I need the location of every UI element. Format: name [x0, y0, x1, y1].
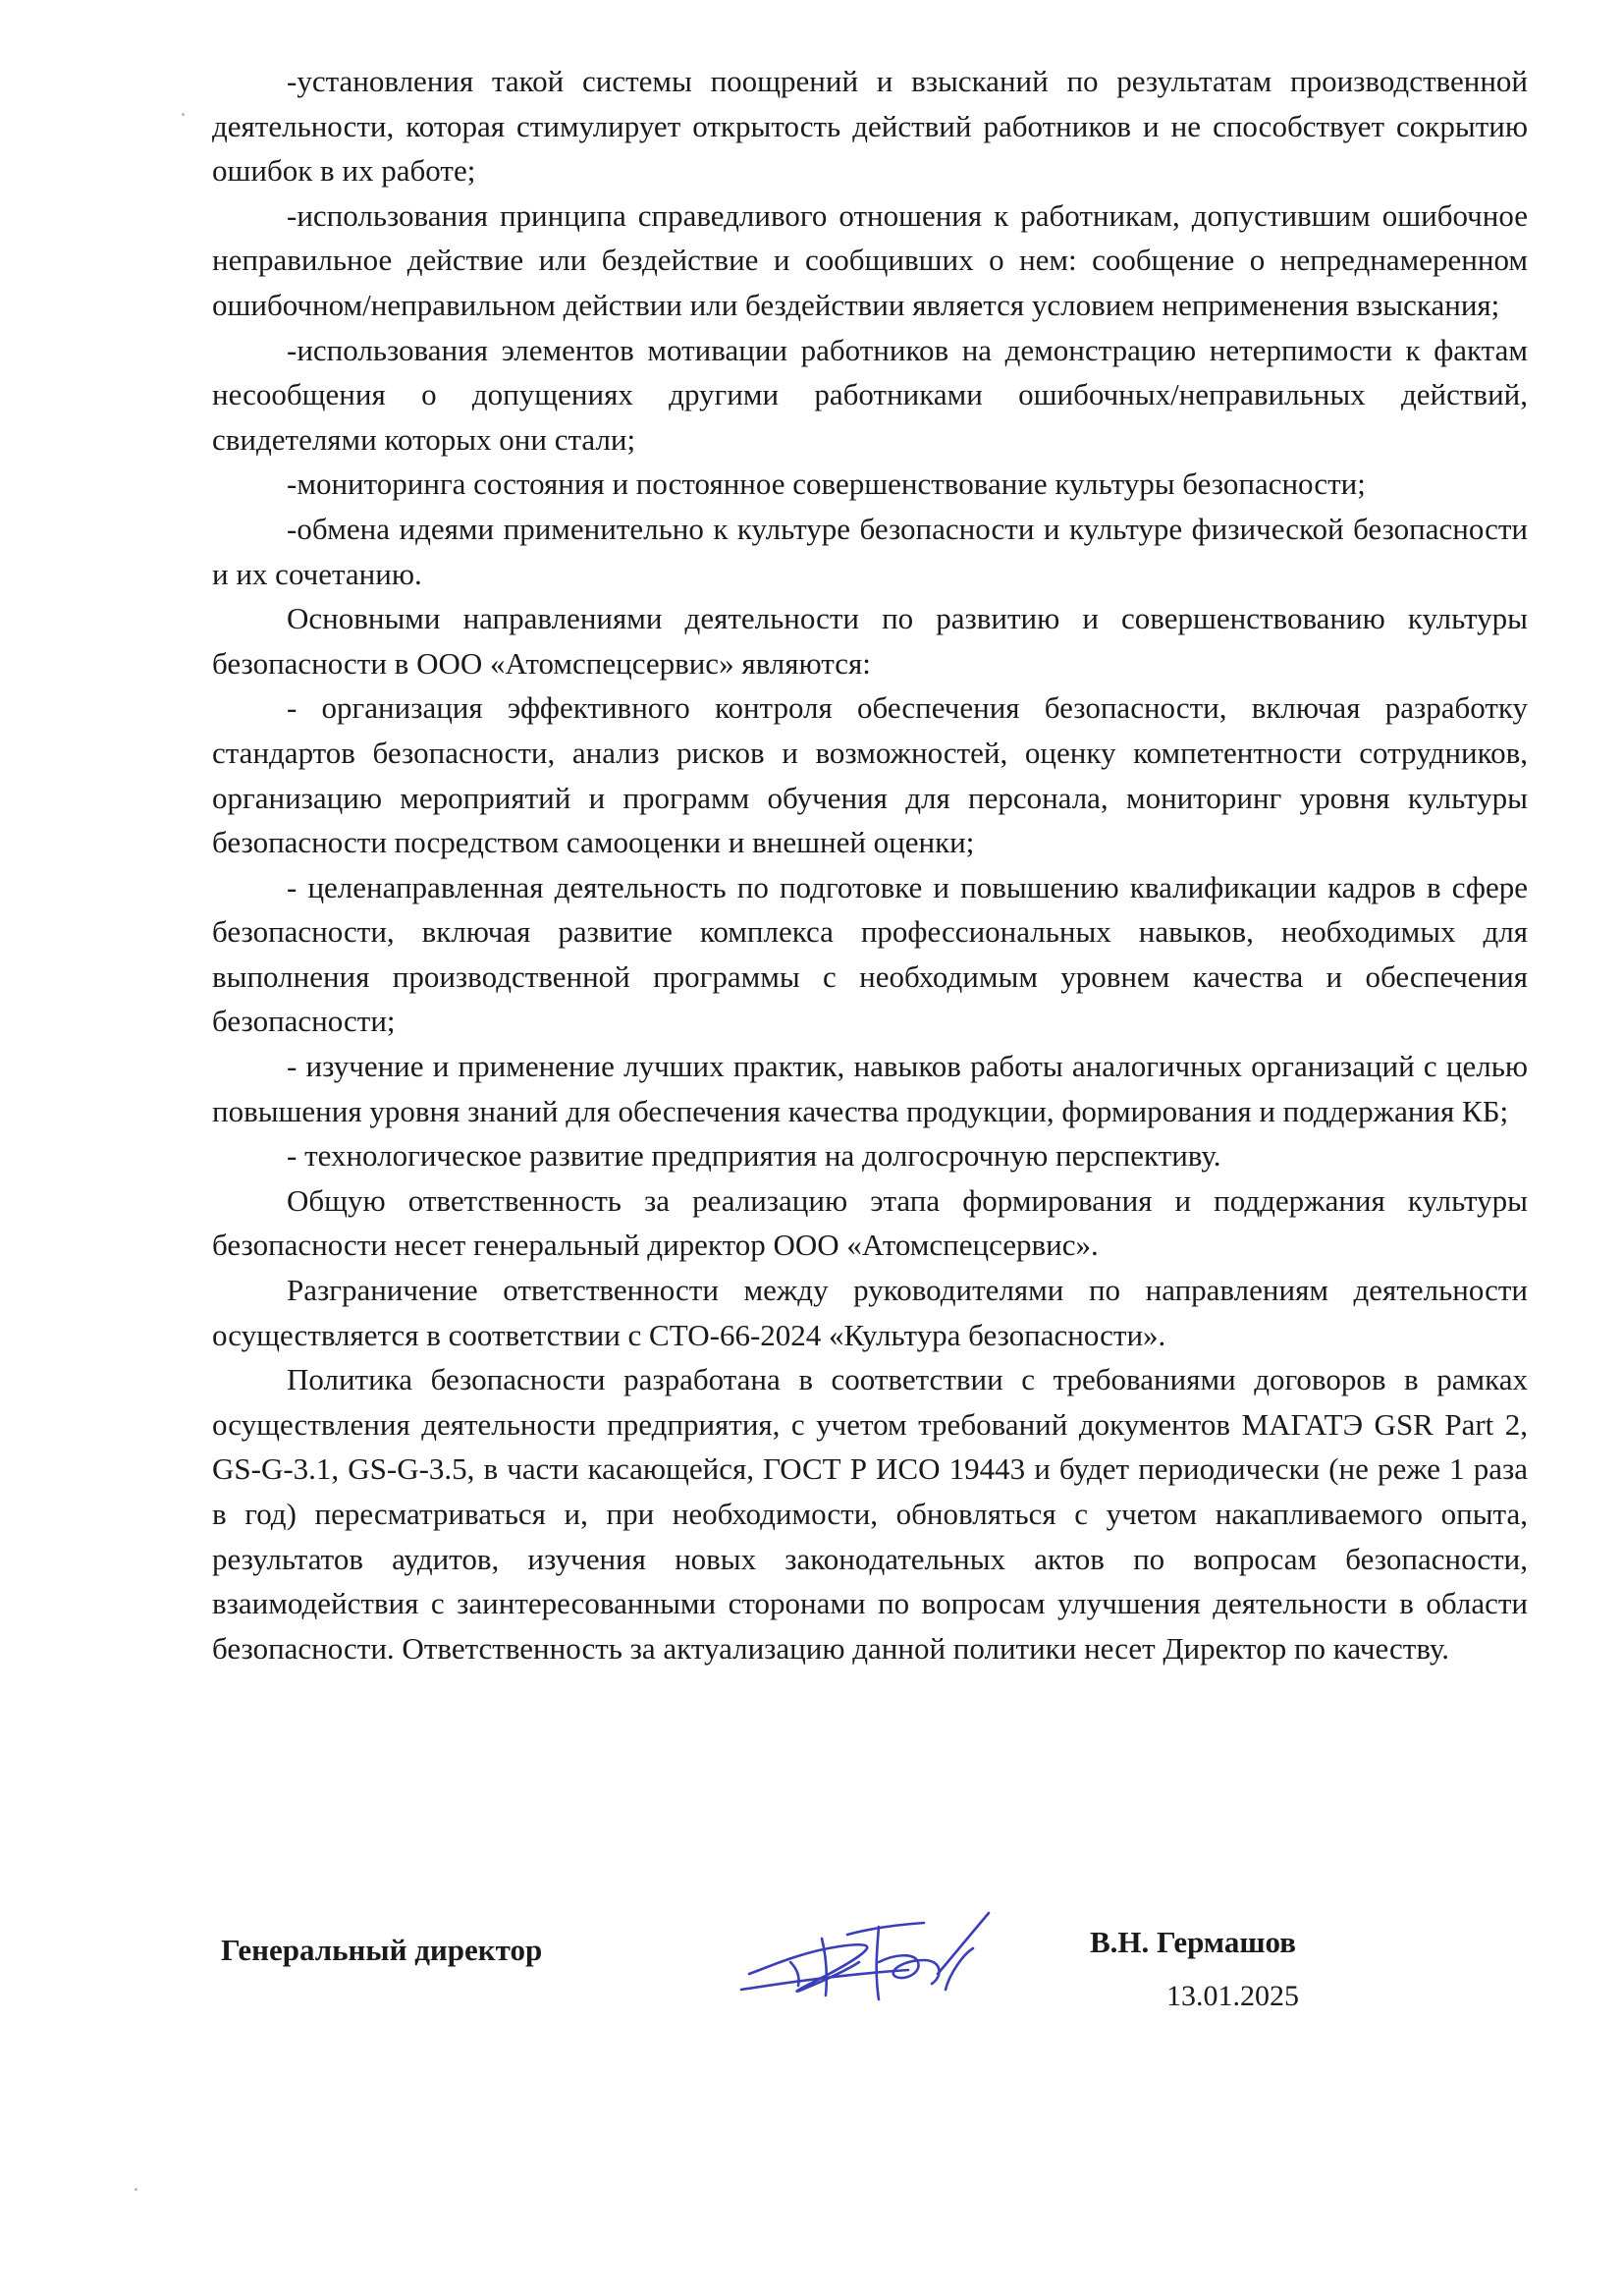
scan-speck: [182, 113, 185, 116]
signatory-position: Генеральный директор: [221, 1933, 543, 1967]
paragraph-1: -установления такой системы поощрений и взысканий по результатам производственной деятельности, которая стимулирует открытость действий работников и не способствует сокрытию ошибок в их работе;: [212, 64, 1528, 189]
paragraph-9: - изучение и применение лучших практик, навыков работы аналогичных организаций с целью повышения уровня знаний для обеспечения качества продукции, формирования и поддержания КБ;: [212, 1049, 1528, 1128]
paragraph-2: -использования принципа справедливого отношения к работникам, допустившим ошибочное неправильное действие или бездействие и сообщивших о нем: сообщение о непреднамеренном ошибочном/неправильном действии или бездействии является условием неприменения взыскания;: [212, 197, 1528, 322]
paragraph-8: - целенаправленная деятельность по подготовке и повышению квалификации кадров в сфере безопасности, включая развитие комплекса профессиональных навыков, необходимых для выполнения производственной программы с необходимым уровнем качества и обеспечения безопасности;: [212, 869, 1528, 1039]
paragraph-7: - организация эффективного контроля обеспечения безопасности, включая разработку стандартов безопасности, анализ рисков и возможностей, оценку компетентности сотрудников, организацию мероприятий и программ обучения для персонала, мониторинг уровня культуры безопасности посредством самооценки и внешней оценки;: [212, 690, 1528, 860]
paragraph-10: - технологическое развитие предприятия на долгосрочную перспективу.: [287, 1138, 1221, 1174]
paragraph-5: -обмена идеями применительно к культуре безопасности и культуре физической безопасности и их сочетанию.: [212, 511, 1528, 591]
paragraph-13: Политика безопасности разработана в соответствии с требованиями договоров в рамках осуществления деятельности предприятия, с учетом требований документов МАГАТЭ GSR Part 2, GS-G-3.1, GS-G-3.5, в части касающейся, ГОСТ Р ИСО 19443 и будет периодически (не реже 1 раза в год) пересматриваться и, при необходимости, обновляться с учетом накапливаемого опыта, результатов аудитов, изучения новых законодательных актов по вопросам безопасности, взаимодействия с заинтересованными сторонами по вопросам улучшения деятельности в области безопасности. Ответственность за актуализацию данной политики несет Директор по качеству.: [212, 1362, 1528, 1666]
document-body: [212, 59, 1528, 1670]
signature-date: 13.01.2025: [1166, 1980, 1299, 2012]
paragraph-11: Общую ответственность за реализацию этапа формирования и поддержания культуры безопасности несет генеральный директор ООО «Атомспецсервис».: [212, 1182, 1528, 1263]
scan-speck: [135, 2188, 137, 2191]
paragraph-6: Основными направлениями деятельности по развитию и совершенствованию культуры безопасности в ООО «Атомспецсервис» являются:: [212, 601, 1528, 681]
paragraph-4: -мониторинга состояния и постоянное совершенствование культуры безопасности;: [287, 466, 1366, 502]
signatory-name: В.Н. Гермашов: [1090, 1925, 1296, 1959]
paragraph-3: -использования элементов мотивации работников на демонстрацию нетерпимости к фактам несообщения о допущениях другими работниками ошибочных/неправильных действий, свидетелями которых они стали;: [212, 332, 1528, 457]
signature-block: [0, 1905, 1623, 2062]
handwritten-signature: [731, 1905, 1006, 2013]
paragraph-12: Разграничение ответственности между руководителями по направлениям деятельности осуществляется в соответствии с СТО-66-2024 «Культура безопасности».: [212, 1273, 1528, 1352]
